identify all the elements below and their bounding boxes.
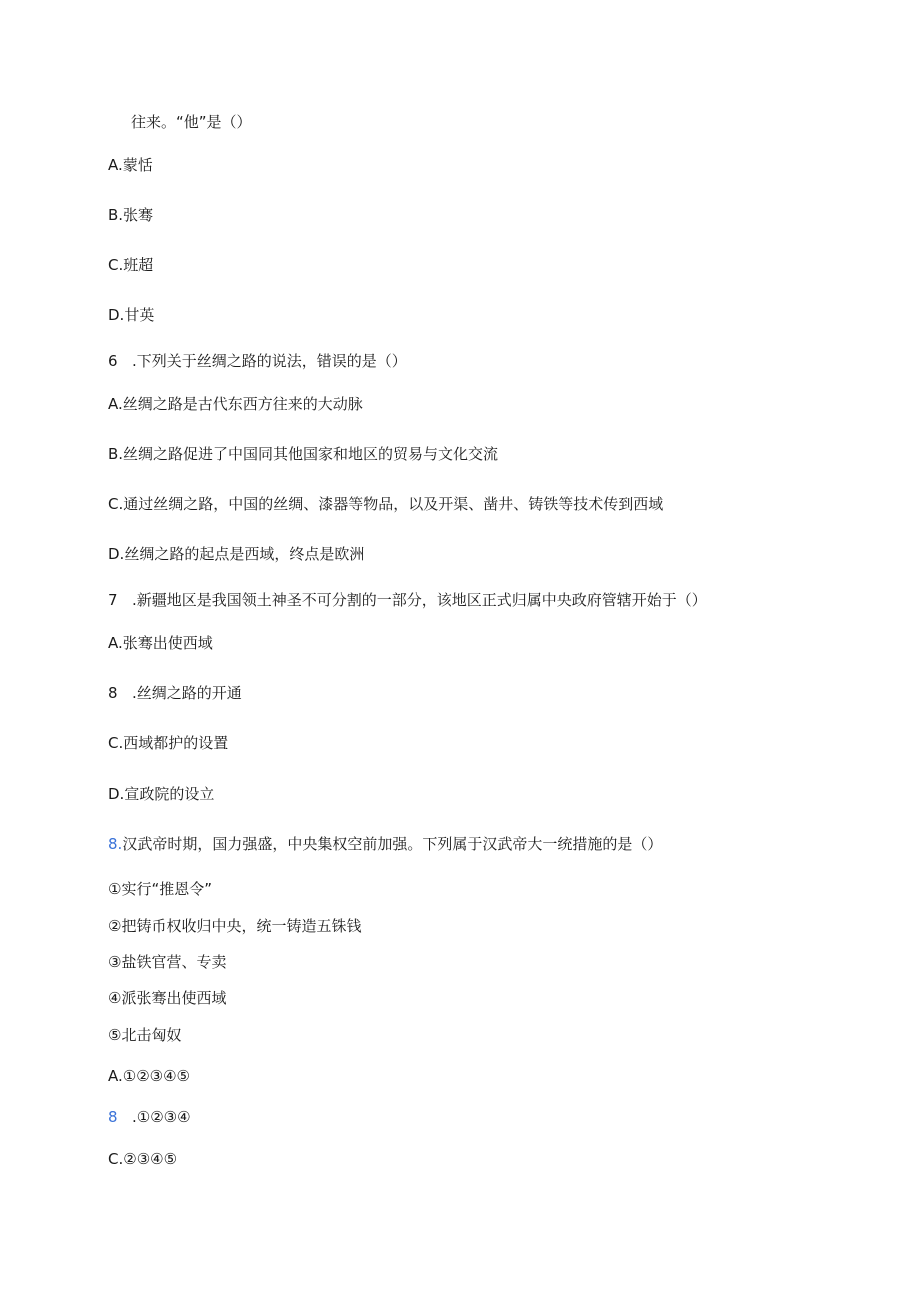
statement-1: ①实行“推恩令” [108,880,212,898]
option-b-misnumbered [108,1107,191,1127]
question-text: .下列关于丝绸之路的说法，错误的是（） [132,352,407,370]
option-c: C.班超 [108,256,154,274]
option-b: B.丝绸之路促进了中国同其他国家和地区的贸易与文化交流 [108,445,499,463]
question-6 [108,351,407,371]
option-c: C.通过丝绸之路，中国的丝绸、漆器等物品，以及开渠、凿井、铸铁等技术传到西域 [108,495,664,513]
option-a: A.蒙恬 [108,156,153,174]
item-number: 8 [108,1108,118,1126]
option-a: A.张骞出使西域 [108,634,213,652]
option-c: C.西域都护的设置 [108,734,229,752]
question-number: 8. [108,835,123,853]
option-d: D.丝绸之路的起点是西域，终点是欧洲 [108,545,365,563]
question-7 [108,590,707,610]
option-d: D.甘英 [108,306,155,324]
option-d: D.宣政院的设立 [108,785,215,803]
question-number: 7 [108,591,118,609]
option-c: C.②③④⑤ [108,1150,178,1168]
option-b-misnumbered [108,683,242,703]
option-b: B.张骞 [108,206,154,224]
item-text: .丝绸之路的开通 [132,684,242,702]
question-text: 汉武帝时期，国力强盛，中央集权空前加强。下列属于汉武帝大一统措施的是（） [122,835,663,853]
question-8 [108,834,662,854]
statement-2: ②把铸币权收归中央，统一铸造五铢钱 [108,917,362,935]
question-5-continuation: 往来。“他”是（） [131,113,252,131]
statement-5: ⑤北击匈奴 [108,1026,182,1044]
item-text: .①②③④ [132,1108,191,1126]
item-number: 8 [108,684,118,702]
option-a: A.①②③④⑤ [108,1067,191,1085]
statement-4: ④派张骞出使西域 [108,989,227,1007]
question-number: 6 [108,352,118,370]
question-text: .新疆地区是我国领土神圣不可分割的一部分，该地区正式归属中央政府管辖开始于（） [132,591,707,609]
option-a: A.丝绸之路是古代东西方往来的大动脉 [108,395,363,413]
statement-3: ③盐铁官营、专卖 [108,953,227,971]
